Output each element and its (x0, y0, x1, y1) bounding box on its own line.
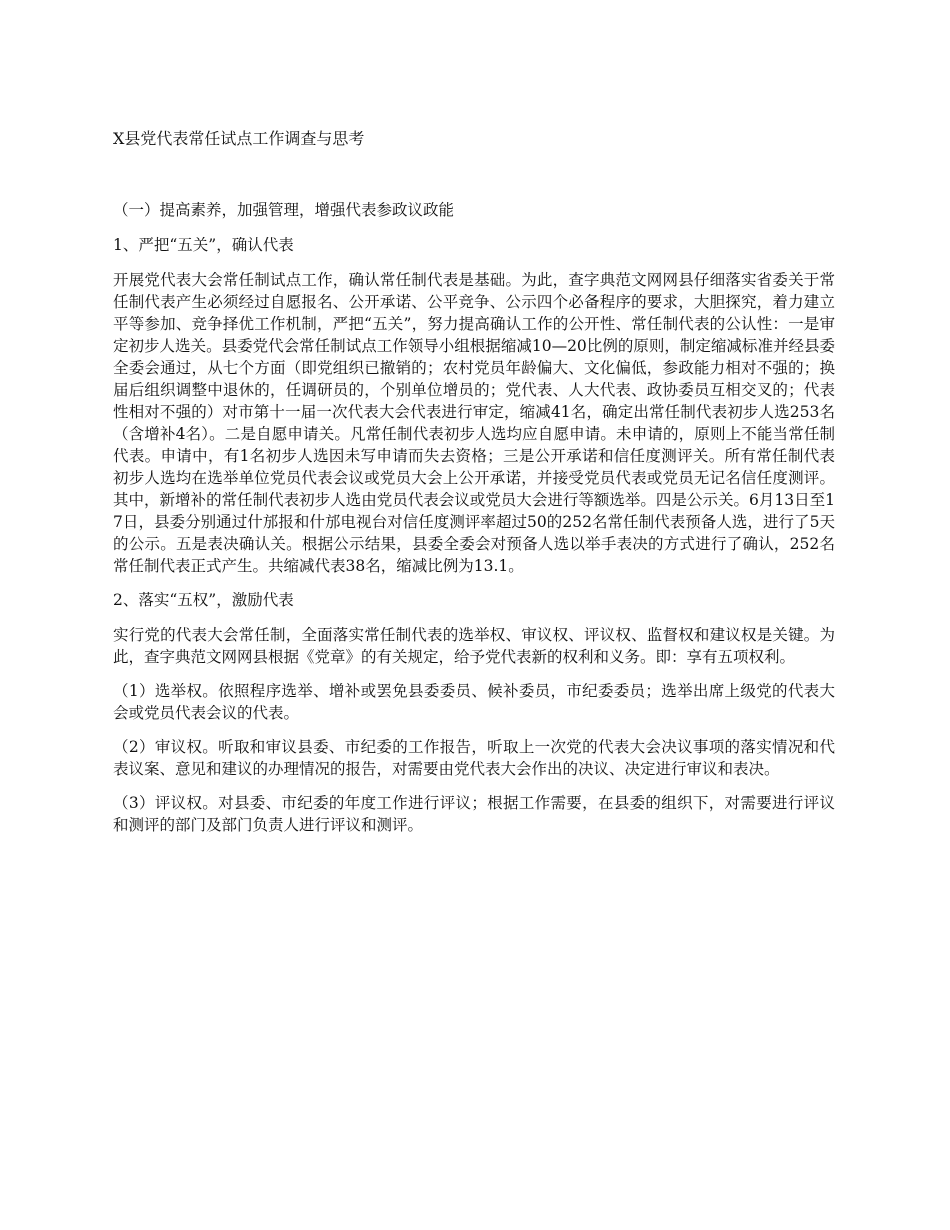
list-item-review-right: （2）审议权。听取和审议县委、市纪委的工作报告，听取上一次党的代表大会决议事项的落实情况和代表议案、意见和建议的办理情况的报告，对需要由党代表大会作出的决议、决定进行审议和表决。 (113, 738, 835, 778)
paragraph-five-rights: 实行党的代表大会常任制，全面落实常任制代表的选举权、审议权、评议权、监督权和建议权是关键。为此，查字典范文网网县根据《党章》的有关规定，给予党代表新的权利和义务。即：享有五项权利。 (113, 626, 835, 666)
list-item-evaluation-right: （3）评议权。对县委、市纪委的年度工作进行评议；根据工作需要，在县委的组织下，对需要进行评议和测评的部门及部门负责人进行评议和测评。 (113, 794, 835, 834)
list-item-election-right: （1）选举权。依照程序选举、增补或罢免县委委员、候补委员，市纪委委员；选举出席上级党的代表大会或党员代表会议的代表。 (113, 682, 835, 722)
subsection-heading-2: 2、落实“五权”，激励代表 (113, 591, 294, 609)
document-title: X县党代表常任试点工作调查与思考 (113, 129, 365, 148)
section-heading: （一）提高素养，加强管理，增强代表参政议政能 (113, 201, 455, 219)
document-body (113, 199, 835, 848)
paragraph-five-checks: 开展党代表大会常任制试点工作，确认常任制代表是基础。为此，查字典范文网网县仔细落实省委关于常任制代表产生必须经过自愿报名、公开承诺、公平竞争、公示四个必备程序的要求，大胆探究，着力建立平等参加、竞争择优工作机制，严把“五关”，努力提高确认工作的公开性、常任制代表的公认性：一是审定初步人选关。县委党代会常任制试点工作领导小组根据缩减10—20比例的原则，制定缩减标准并经县委全委会通过，从七个方面（即党组织已撤销的；农村党员年龄偏大、文化偏低，参政能力相对不强的；换届后组织调整中退休的，任调研员的，个别单位增员的；党代表、人大代表、政协委员互相交叉的；代表性相对不强的）对市第十一届一次代表大会代表进行审定，缩减41名，确定出常任制代表初步人选253名（含增补4名）。二是自愿申请关。凡常任制代表初步人选均应自愿申请。未申请的，原则上不能当常任制代表。申请中，有1名初步人选因未写申请而失去资格；三是公开承诺和信任度测评关。所有常任制代表初步人选均在选举单位党员代表会议或党员大会上公开承诺，并接受党员代表或党员无记名信任度测评。其中，新增补的常任制代表初步人选由党员代表会议或党员大会进行等额选举。四是公示关。6月13日至17日，县委分别通过什邡报和什邡电视台对信任度测评率超过50的252名常任制代表预备人选，进行了5天的公示。五是表决确认关。根据公示结果，县委全委会对预备人选以举手表决的方式进行了确认，252名常任制代表正式产生。共缩减代表38名，缩减比例为13.1。 (113, 271, 835, 575)
subsection-heading-1: 1、严把“五关”，确认代表 (113, 236, 294, 254)
